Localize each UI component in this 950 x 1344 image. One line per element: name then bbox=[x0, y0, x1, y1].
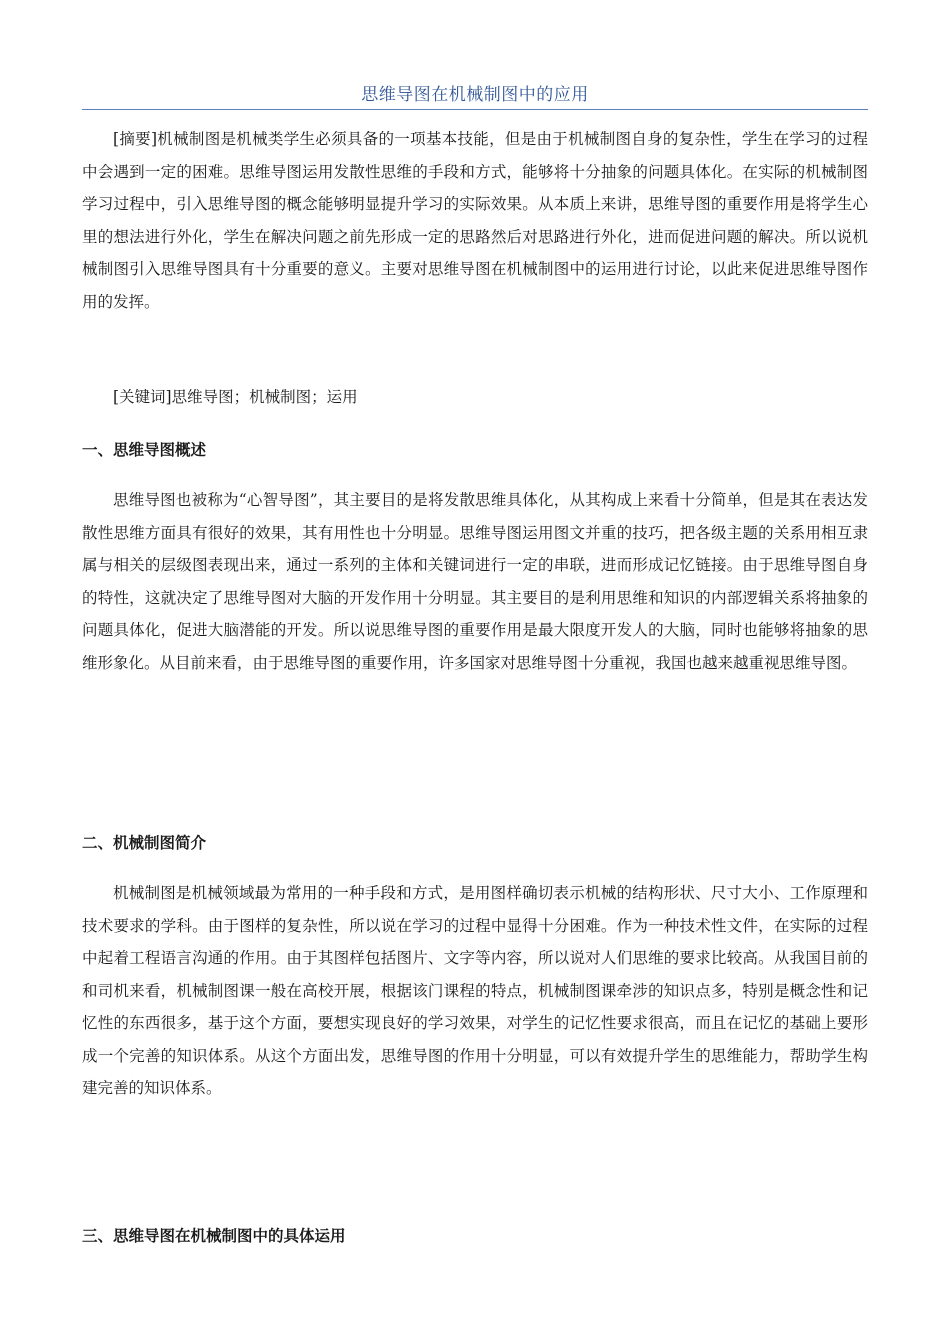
keywords-line: [关键词]思维导图；机械制图；运用 bbox=[113, 388, 358, 406]
section-2-heading: 二、机械制图简介 bbox=[82, 834, 207, 852]
title-divider bbox=[82, 109, 868, 110]
section-3-heading: 三、思维导图在机械制图中的具体运用 bbox=[82, 1227, 346, 1245]
abstract-paragraph: [摘要]机械制图是机械类学生必须具备的一项基本技能，但是由于机械制图自身的复杂性，学生在学习的过程中会遇到一定的困难。思维导图运用发散性思维的手段和方式，能够将十分抽象的问题具体化。在实际的机械制图学习过程中，引入思维导图的概念能够明显提升学习的实际效果。从本质上来讲，思维导图的重要作用是将学生心里的想法进行外化，学生在解决问题之前先形成一定的思路然后对思路进行外化，进而促进问题的解决。所以说机械制图引入思维导图具有十分重要的意义。主要对思维导图在机械制图中的运用进行讨论，以此来促进思维导图作用的发挥。 bbox=[82, 130, 868, 311]
document-title: 思维导图在机械制图中的应用 bbox=[361, 85, 589, 105]
section-1-heading: 一、思维导图概述 bbox=[82, 441, 207, 459]
section-2-body: 机械制图是机械领域最为常用的一种手段和方式，是用图样确切表示机械的结构形状、尺寸大小、工作原理和技术要求的学科。由于图样的复杂性，所以说在学习的过程中显得十分困难。作为一种技术性文件，在实际的过程中起着工程语言沟通的作用。由于其图样包括图片、文字等内容，所以说对人们思维的要求比较高。从我国目前的和司机来看，机械制图课一般在高校开展，根据该门课程的特点，机械制图课牵涉的知识点多，特别是概念性和记忆性的东西很多，基于这个方面，要想实现良好的学习效果，对学生的记忆性要求很高，而且在记忆的基础上要形成一个完善的知识体系。从这个方面出发，思维导图的作用十分明显，可以有效提升学生的思维能力，帮助学生构建完善的知识体系。 bbox=[82, 884, 868, 1097]
section-1-body: 思维导图也被称为“心智导图”，其主要目的是将发散思维具体化，从其构成上来看十分简单，但是其在表达发散性思维方面具有很好的效果，其有用性也十分明显。思维导图运用图文并重的技巧，把各级主题的关系用相互隶属与相关的层级图表现出来，通过一系列的主体和关键词进行一定的串联，进而形成记忆链接。由于思维导图自身的特性，这就决定了思维导图对大脑的开发作用十分明显。其主要目的是利用思维和知识的内部逻辑关系将抽象的问题具体化，促进大脑潜能的开发。所以说思维导图的重要作用是最大限度开发人的大脑，同时也能够将抽象的思维形象化。从目前来看，由于思维导图的重要作用，许多国家对思维导图十分重视，我国也越来越重视思维导图。 bbox=[82, 491, 868, 672]
